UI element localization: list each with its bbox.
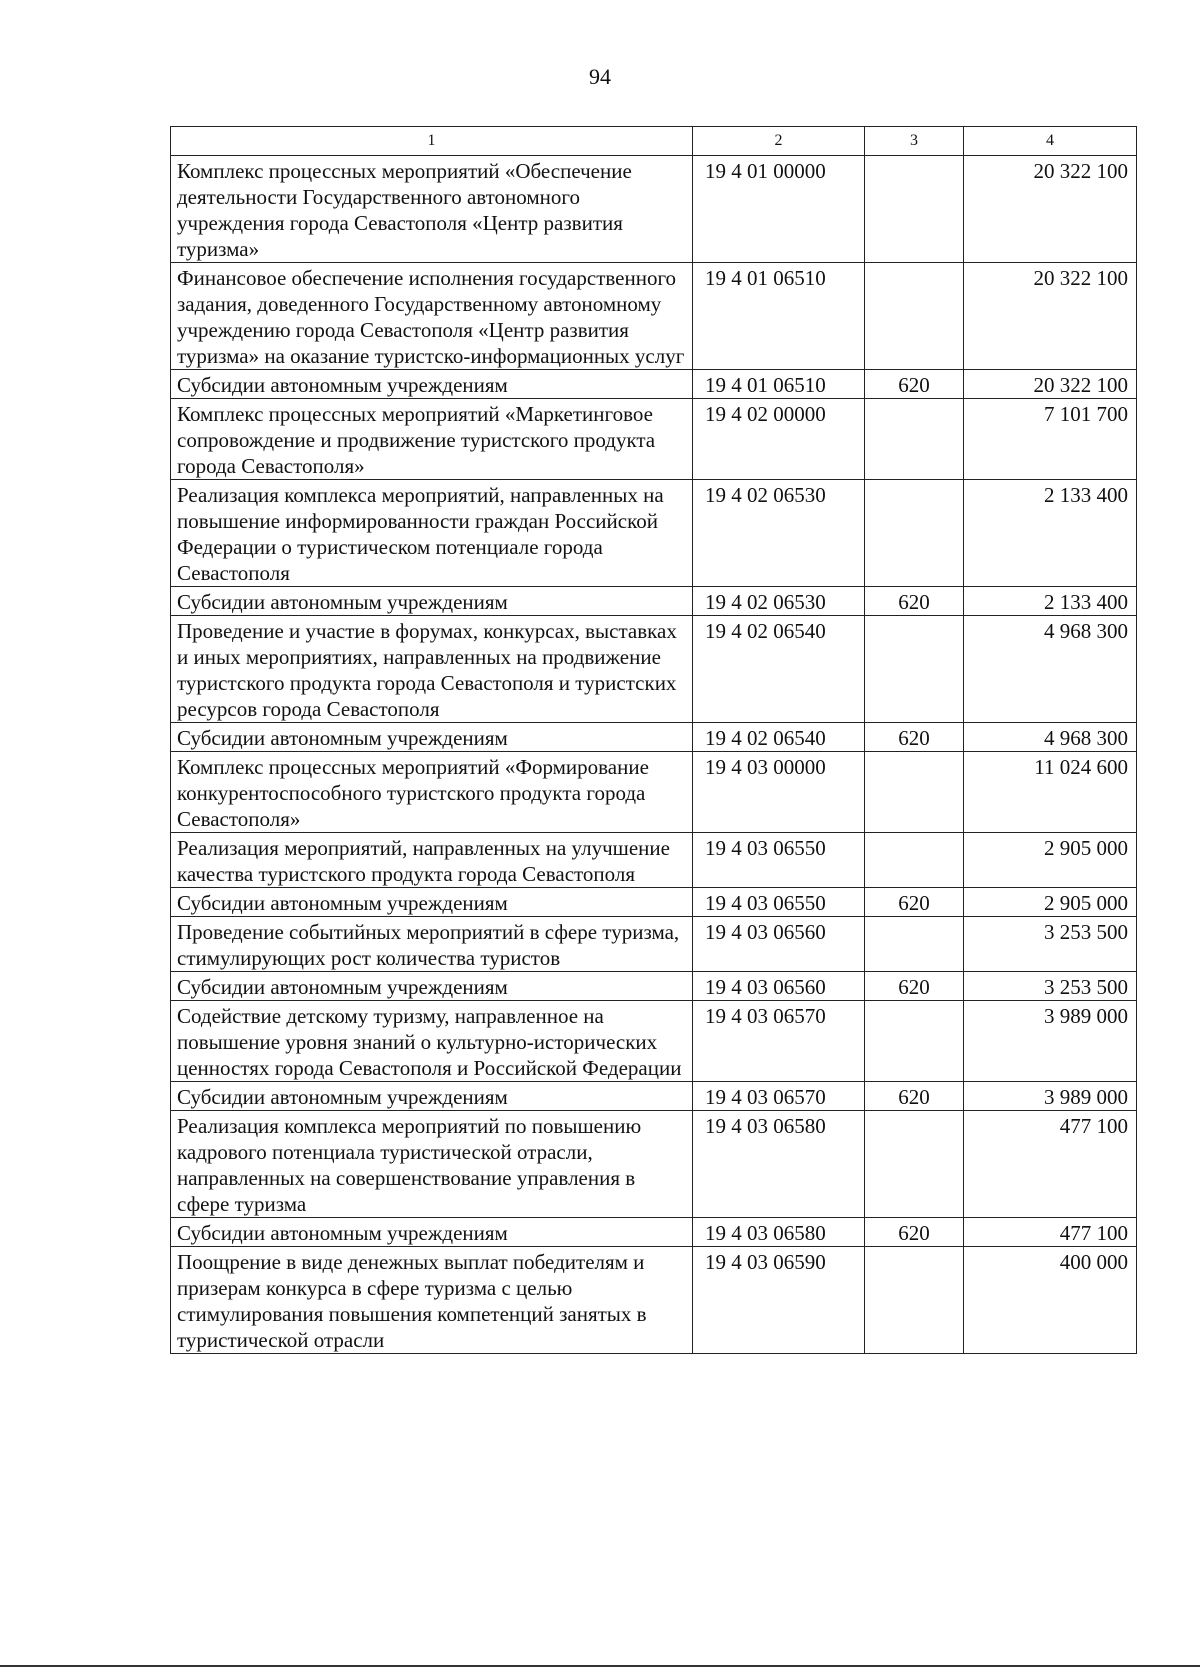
table-row [171, 752, 1137, 833]
cell-name: Субсидии автономным учреждениям [171, 1218, 693, 1247]
table-row [171, 616, 1137, 723]
cell-kind: 620 [865, 1082, 964, 1111]
cell-name: Субсидии автономным учреждениям [171, 370, 693, 399]
cell-kind: 620 [865, 1218, 964, 1247]
cell-amount: 477 100 [964, 1111, 1137, 1218]
cell-amount: 477 100 [964, 1218, 1137, 1247]
cell-amount: 2 905 000 [964, 888, 1137, 917]
header-col-2: 2 [693, 127, 865, 156]
cell-amount: 7 101 700 [964, 399, 1137, 480]
cell-name: Проведение и участие в форумах, конкурсах, выставках и иных мероприятиях, направленных на продвижение туристского продукта города Севастополя и туристских ресурсов города Севастополя [171, 616, 693, 723]
table-row [171, 1218, 1137, 1247]
header-col-4: 4 [964, 127, 1137, 156]
cell-code: 19 4 03 06580 [693, 1218, 865, 1247]
cell-name: Субсидии автономным учреждениям [171, 1082, 693, 1111]
cell-kind [865, 480, 964, 587]
cell-code: 19 4 03 06570 [693, 1001, 865, 1082]
table-row [171, 1111, 1137, 1218]
cell-amount: 3 989 000 [964, 1001, 1137, 1082]
table-row [171, 480, 1137, 587]
table-header [171, 127, 1137, 156]
cell-amount: 4 968 300 [964, 616, 1137, 723]
table-row [171, 833, 1137, 888]
table-row [171, 1247, 1137, 1354]
cell-kind [865, 1247, 964, 1354]
cell-name: Комплекс процессных мероприятий «Маркетинговое сопровождение и продвижение туристского продукта города Севастополя» [171, 399, 693, 480]
cell-code: 19 4 03 06560 [693, 917, 865, 972]
cell-name: Проведение событийных мероприятий в сфере туризма, стимулирующих рост количества туристов [171, 917, 693, 972]
page-number: 94 [589, 64, 611, 89]
table-row [171, 917, 1137, 972]
cell-name: Субсидии автономным учреждениям [171, 587, 693, 616]
cell-code: 19 4 03 06550 [693, 888, 865, 917]
cell-name: Реализация комплекса мероприятий, направленных на повышение информированности граждан Российской Федерации о туристическом потенциале города Севастополя [171, 480, 693, 587]
cell-amount: 20 322 100 [964, 370, 1137, 399]
cell-name: Субсидии автономным учреждениям [171, 723, 693, 752]
cell-kind [865, 616, 964, 723]
table-row [171, 972, 1137, 1001]
cell-kind [865, 399, 964, 480]
table-row [171, 587, 1137, 616]
cell-name: Реализация комплекса мероприятий по повышению кадрового потенциала туристической отрасли, направленных на совершенствование управления в сфере туризма [171, 1111, 693, 1218]
cell-code: 19 4 02 06530 [693, 587, 865, 616]
cell-kind: 620 [865, 370, 964, 399]
cell-name: Субсидии автономным учреждениям [171, 888, 693, 917]
cell-amount: 2 905 000 [964, 833, 1137, 888]
cell-kind [865, 752, 964, 833]
cell-code: 19 4 02 00000 [693, 399, 865, 480]
table-row [171, 723, 1137, 752]
cell-kind: 620 [865, 587, 964, 616]
cell-code: 19 4 03 06590 [693, 1247, 865, 1354]
cell-code: 19 4 01 06510 [693, 263, 865, 370]
cell-amount: 2 133 400 [964, 587, 1137, 616]
cell-code: 19 4 02 06540 [693, 723, 865, 752]
cell-name: Комплекс процессных мероприятий «Обеспечение деятельности Государственного автономного учреждения города Севастополя «Центр развития туризма» [171, 156, 693, 263]
cell-amount: 400 000 [964, 1247, 1137, 1354]
cell-kind [865, 156, 964, 263]
cell-code: 19 4 03 06580 [693, 1111, 865, 1218]
cell-kind [865, 917, 964, 972]
cell-code: 19 4 01 00000 [693, 156, 865, 263]
cell-code: 19 4 03 06570 [693, 1082, 865, 1111]
cell-code: 19 4 02 06530 [693, 480, 865, 587]
table-body [171, 156, 1137, 1354]
cell-kind: 620 [865, 972, 964, 1001]
cell-amount: 3 253 500 [964, 972, 1137, 1001]
cell-kind: 620 [865, 723, 964, 752]
cell-amount: 20 322 100 [964, 156, 1137, 263]
table-row [171, 399, 1137, 480]
cell-name: Финансовое обеспечение исполнения государственного задания, доведенного Государственному автономному учреждению города Севастополя «Центр развития туризма» на оказание туристско-информационных услуг [171, 263, 693, 370]
cell-amount: 2 133 400 [964, 480, 1137, 587]
cell-amount: 4 968 300 [964, 723, 1137, 752]
budget-table [170, 126, 1137, 1354]
table-row [171, 1082, 1137, 1111]
cell-kind [865, 1001, 964, 1082]
cell-name: Поощрение в виде денежных выплат победителям и призерам конкурса в сфере туризма с целью стимулирования повышения компетенций занятых в туристической отрасли [171, 1247, 693, 1354]
cell-name: Реализация мероприятий, направленных на улучшение качества туристского продукта города Севастополя [171, 833, 693, 888]
cell-code: 19 4 03 06550 [693, 833, 865, 888]
cell-code: 19 4 01 06510 [693, 370, 865, 399]
table-row [171, 1001, 1137, 1082]
table-row [171, 888, 1137, 917]
cell-code: 19 4 03 06560 [693, 972, 865, 1001]
cell-name: Комплекс процессных мероприятий «Формирование конкурентоспособного туристского продукта города Севастополя» [171, 752, 693, 833]
header-col-3: 3 [865, 127, 964, 156]
bottom-rule [0, 1665, 1200, 1667]
cell-amount: 11 024 600 [964, 752, 1137, 833]
header-row [171, 127, 1137, 156]
header-col-1: 1 [171, 127, 693, 156]
cell-code: 19 4 03 00000 [693, 752, 865, 833]
cell-amount: 3 989 000 [964, 1082, 1137, 1111]
table-row [171, 370, 1137, 399]
cell-kind [865, 1111, 964, 1218]
cell-name: Субсидии автономным учреждениям [171, 972, 693, 1001]
cell-name: Содействие детскому туризму, направленное на повышение уровня знаний о культурно-исторических ценностях города Севастополя и Российской Федерации [171, 1001, 693, 1082]
cell-amount: 3 253 500 [964, 917, 1137, 972]
cell-kind [865, 263, 964, 370]
table-row [171, 156, 1137, 263]
cell-kind: 620 [865, 888, 964, 917]
table-row [171, 263, 1137, 370]
cell-amount: 20 322 100 [964, 263, 1137, 370]
cell-kind [865, 833, 964, 888]
cell-code: 19 4 02 06540 [693, 616, 865, 723]
